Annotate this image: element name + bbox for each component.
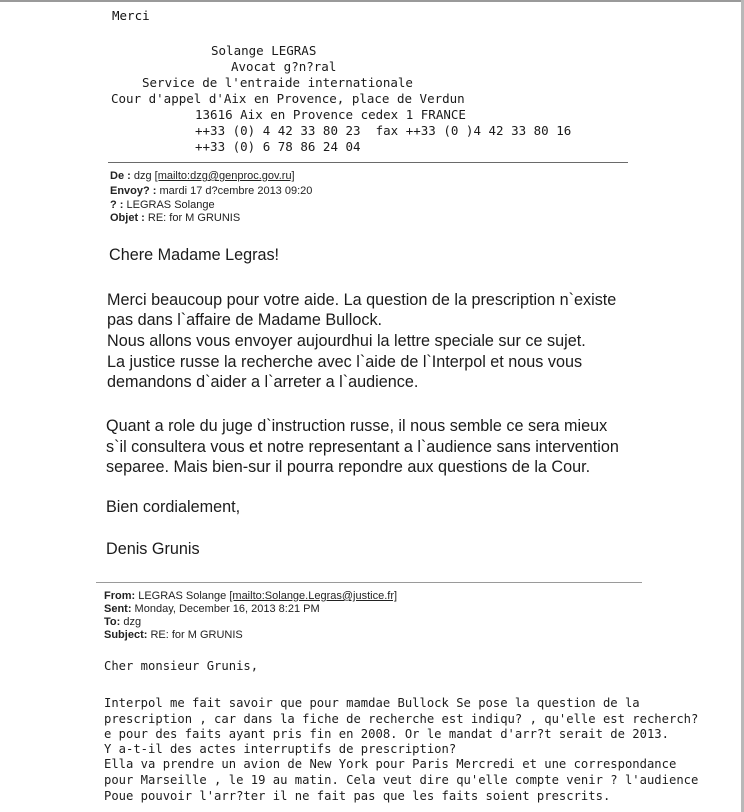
signature-title: Avocat g?n?ral <box>231 59 337 74</box>
from-label: From: <box>104 590 136 602</box>
signature-name: Solange LEGRAS <box>211 43 317 58</box>
original-to-line <box>104 616 141 628</box>
signature-court: Cour d'appel d'Aix en Provence, place de Verdun <box>111 91 465 106</box>
to-value: LEGRAS Solange <box>123 199 215 211</box>
subject-label: Objet : <box>110 212 145 224</box>
reply-sender-name: Denis Grunis <box>106 540 200 558</box>
reply-paragraph-line: s`il consultera vous et notre representant a l`audience sans intervention <box>106 438 619 456</box>
original-body-line: Interpol me fait savoir que pour mamdae Bullock Se pose la question de la <box>104 696 640 710</box>
subject-value: RE: for M GRUNIS <box>147 629 243 641</box>
reply-subject-line <box>110 212 240 224</box>
from-label: De : <box>110 170 131 182</box>
from-value: dzg <box>130 170 155 182</box>
reply-paragraph-line: Nous allons vous envoyer aujourdhui la lettre speciale sur ce sujet. <box>107 332 586 350</box>
from-email-link[interactable]: [mailto:Solange.Legras@justice.fr] <box>229 590 398 602</box>
sent-value: mardi 17 d?cembre 2013 09:20 <box>156 185 313 197</box>
reply-greeting: Chere Madame Legras! <box>109 246 280 264</box>
reply-paragraph-line: Merci beaucoup pour votre aide. La question de la prescription n`existe <box>107 291 617 309</box>
original-body-line: Y a-t-il des actes interruptifs de prescription? <box>104 742 457 756</box>
reply-sent-line <box>110 185 312 197</box>
scan-top-edge <box>0 0 744 2</box>
reply-paragraph-line: Quant a role du juge d`instruction russe, il nous semble ce sera mieux <box>106 417 608 435</box>
original-greeting: Cher monsieur Grunis, <box>104 659 259 673</box>
reply-to-line <box>110 199 215 211</box>
original-body-line: pour Marseille , le 19 au matin. Cela veut dire qu'elle compte venir ? l'audience <box>104 773 699 787</box>
subject-value: RE: for M GRUNIS <box>144 212 241 224</box>
original-body-line: Ella va prendre un avion de New York pour Paris Mercredi et une correspondance <box>104 757 677 771</box>
header-separator <box>108 162 628 163</box>
to-value: dzg <box>120 616 142 628</box>
reply-paragraph-line: separee. Mais bien-sur il pourra repondre aux questions de la Cour. <box>106 458 591 476</box>
original-body-line: Poue pouvoir l'arr?ter il ne fait pas que les faits soient prescrits. <box>104 789 611 803</box>
original-sent-line <box>104 603 320 615</box>
sent-label: Envoy? : <box>110 185 157 197</box>
sent-label: Sent: <box>104 603 132 615</box>
to-label: ? : <box>110 199 124 211</box>
from-value: LEGRAS Solange <box>135 590 230 602</box>
signature-mobile: ++33 (0) 6 78 86 24 04 <box>195 139 361 154</box>
from-email-link[interactable]: [mailto:dzg@genproc.gov.ru] <box>154 170 295 182</box>
original-from-line <box>104 590 397 602</box>
original-body-line: prescription , car dans la fiche de recherche est indiqu? , qu'elle est recherch? <box>104 712 699 726</box>
subject-label: Subject: <box>104 629 148 641</box>
reply-paragraph-line: pas dans l`affaire de Madame Bullock. <box>107 311 383 329</box>
signature-city: 13616 Aix en Provence cedex 1 FRANCE <box>195 107 466 122</box>
original-message-separator <box>96 582 642 583</box>
to-label: To: <box>104 616 121 628</box>
merci-text: Merci <box>112 8 150 23</box>
reply-from-line <box>110 170 295 182</box>
reply-closing: Bien cordialement, <box>106 498 241 516</box>
sent-value: Monday, December 16, 2013 8:21 PM <box>131 603 320 615</box>
reply-paragraph-line: demandons d`aider a l`arreter a l`audience. <box>107 373 419 391</box>
original-subject-line <box>104 629 243 641</box>
reply-paragraph-line: La justice russe la recherche avec l`aide de l`Interpol et nous vous <box>107 353 583 371</box>
signature-service: Service de l'entraide internationale <box>142 75 413 90</box>
signature-phone-fax: ++33 (0) 4 42 33 80 23 fax ++33 (0 )4 42 33 80 16 <box>195 123 572 138</box>
original-body-line: e pour des faits ayant pris fin en 2008. Or le mandat d'arr?t serait de 2013. <box>104 727 669 741</box>
